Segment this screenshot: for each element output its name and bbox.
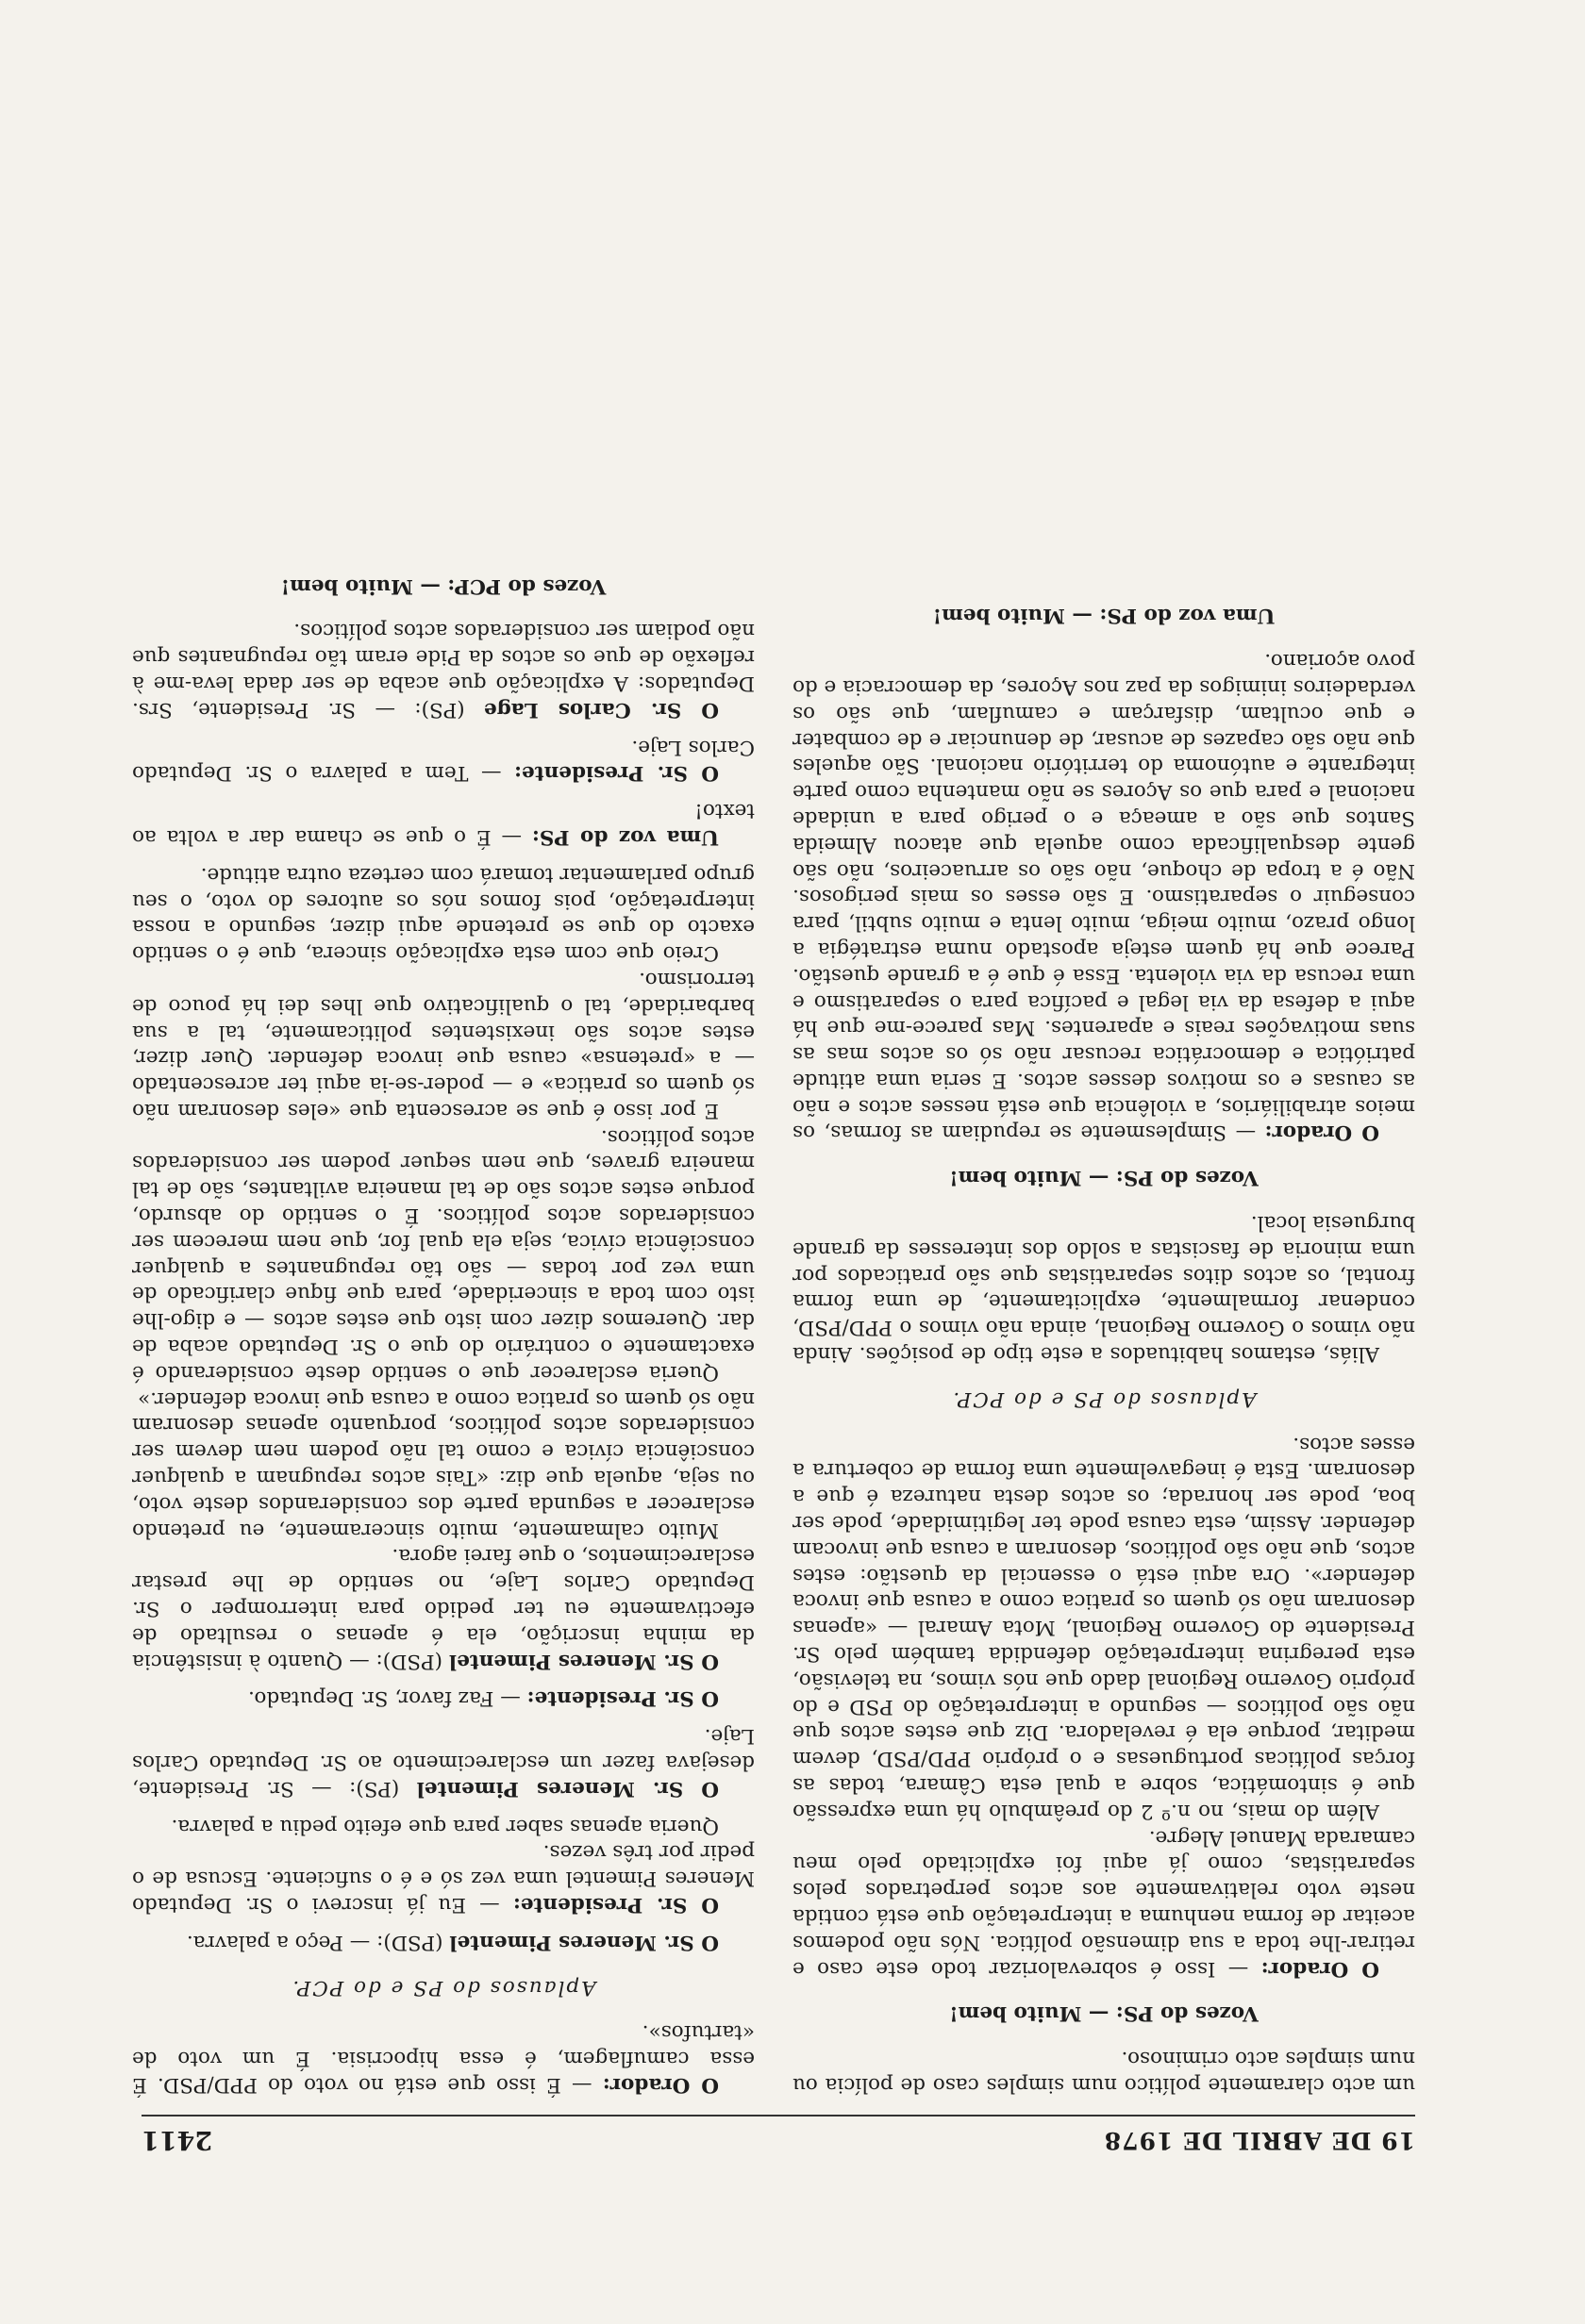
speaker-name: O Sr. Presidente: bbox=[526, 1686, 719, 1711]
speaker-name: O Orador: bbox=[1264, 1120, 1379, 1145]
paragraph: Aliás, estamos habituados a este tipo de posições. Ainda não vimos o Governo Regional, ainda não vimos o PPD/PSD, condenar formalmente, explicitamente, de uma forma frontal, os actos ditos separatistas que são praticados por uma minoria de fascistas a soldo dos interesses da grande burguesia local. bbox=[792, 1211, 1415, 1367]
interjection: Vozes do PS: — Muito bem! bbox=[949, 2001, 1259, 2026]
speaker-name: O Sr. Meneres Pimentel bbox=[449, 1930, 719, 1954]
paragraph bbox=[132, 797, 755, 850]
speech-text: — Isso é sobrevalorizar todo este caso e retirar-lhe toda a sua dimensão política. Nós não podemos aceitar de forma nenhuma a interpretação que está contida neste voto relativamente aos actos perpetrados pelos separatistas, como já aqui foi explicitado pelo meu camarada Manuel Alegre. bbox=[792, 1825, 1415, 1981]
speaker-name: O Sr. Presidente: bbox=[514, 761, 719, 786]
speaker-name: O Orador: bbox=[602, 2073, 719, 2097]
interjection: Vozes do PCP: — Muito bem! bbox=[280, 573, 607, 598]
applause-note: Aplausos do PS e do PCP. bbox=[291, 1975, 596, 2000]
speaker-name: O Sr. Presidente: bbox=[512, 1893, 719, 1917]
interjection: Uma voz do PS: — Muito bem! bbox=[932, 604, 1276, 628]
paragraph: um acto claramente político num simples caso de polícia ou num simples acto criminoso. bbox=[792, 2047, 1415, 2097]
paragraph: E por isso é que se acrescenta que «eles desonram não só quem os pratica» e — poder-se-ia aqui ter acrescentado — a «pretensa» causa que invoca defender. Quer dizer, estes actos são inexistentes politicamente, tal a sua barbaridade, tal o qualificativo que lhes dei há pouco de terrorismo. bbox=[132, 967, 755, 1122]
paragraph bbox=[132, 1722, 755, 1801]
left-column bbox=[792, 126, 1415, 2098]
header-date: 19 DE ABRIL DE 1978 bbox=[1103, 2127, 1415, 2154]
paragraph bbox=[132, 1839, 755, 1917]
speaker-name: O Sr. Carlos Lage bbox=[484, 697, 719, 722]
paragraph: Além do mais, no n.º 2 do preâmbulo há uma expressão que é sintomática, sobre a qual esta Câmara, todas as forças políticas portuguesas e o próprio PPD/PSD, devem meditar, porque ela é reveladora. Diz que estes actos que não são políticos — segundo a interpretação do PSD e do próprio Governo Regional dado que nós vimos, na televisão, esta peregrina interpretação defendida também pelo Sr. Presidente do Governo Regional, Mota Amaral — «apenas desonram não só quem os pratica como a causa que invoca defender». Ora aqui está o essencial da questão: estes actos, que não são políticos, desonram a causa que invocam defender. Assim, esta causa pode ter legitimidade, pode ser boa, pode ser honrada; os actos desta natureza é que a desonram. Esta é inegavelmente uma forma de cobertura a esses actos. bbox=[792, 1432, 1415, 1823]
page-header bbox=[142, 2115, 1415, 2154]
paragraph bbox=[132, 618, 755, 722]
paragraph bbox=[792, 1824, 1415, 1982]
speaker-name: O Sr. Meneres Pimentel bbox=[448, 1649, 719, 1673]
interjection: Vozes do PS: — Muito bem! bbox=[949, 1166, 1259, 1190]
speech-text: (PSD): — Peço a palavra. bbox=[186, 1930, 450, 1954]
paragraph bbox=[792, 647, 1415, 1145]
paragraph bbox=[132, 1929, 755, 1955]
speaker-name: Uma voz do PS: bbox=[531, 824, 719, 849]
applause-note: Aplausos do PS e do PCP. bbox=[951, 1386, 1257, 1411]
paragraph: Queria apenas saber para que efeito pediu a palavra. bbox=[171, 1814, 719, 1838]
paragraph bbox=[132, 1685, 755, 1712]
speech-text: (PSD): — Quanto à insistência da minha inscrição, ela é apenas o resultado de efectivamente eu ter pedido para interromper o Sr. Deputado Carlos Laje, no sentido de lhe prestar esclarecimentos, o que farei agora. bbox=[132, 1544, 755, 1673]
speaker-name: O Orador: bbox=[1260, 1956, 1379, 1981]
speech-text: — Tem a palavra o Sr. Deputado Carlos Laje. bbox=[132, 735, 755, 786]
speech-text: — Faz favor, Sr. Deputado. bbox=[248, 1686, 527, 1711]
speech-text: (PS): — Sr. Presidente, desejava fazer um esclarecimento ao Sr. Deputado Carlos Laje. bbox=[132, 1724, 755, 1801]
speech-text: — É isso que está no voto do PPD/PSD. É essa camuflagem, é essa hipocrisia. É um voto de «tartufos». bbox=[132, 2020, 755, 2097]
speech-text: (PS): — Sr. Presidente, Srs. Deputados: A explicação que acaba de ser dada leva-me à reflexão de que os actos da Pide eram tão repugnantes que não podiam ser considerados actos políticos. bbox=[132, 619, 755, 722]
right-column bbox=[132, 126, 755, 2098]
page-number: 2411 bbox=[142, 2125, 213, 2154]
paragraph bbox=[132, 2019, 755, 2098]
paragraph bbox=[132, 1543, 755, 1674]
speaker-name: O Sr. Meneres Pimentel bbox=[416, 1776, 719, 1801]
speech-text: — Simplesmente se repudiam as formas, os meios atrabiliários, a violência que está nesses actos e não as causas e os motivos desses actos. E seria uma atitude patriótica e democrática recusar não só os actos mas as suas motivações reais e aparentes. Mas parece-me que há aqui a defesa da via legal e pacífica para o separatismo e uma recusa da via violenta. Essa é que é a grande questão. Parece que há quem esteja apostado numa estratégia a longo prazo, muito meiga, muito lenta e muito subtil, para conseguir o separatismo. E são esses os mais perigosos. Não é a tropa de choque, não são os arruaceiros, não são gente desqualificada como aquela que atacou Almeida Santos que são a ameaça e o perigo para a unidade nacional e para que os Açores se não mantenha como parte integrante e autónoma do território nacional. São aqueles que não são capazes de acusar, de denunciar e de combater e que ocultam, disfarçam e camuflam, que são os verdadeiros inimigos da paz nos Açores, da democracia e do povo açoriano. bbox=[792, 649, 1415, 1145]
speech-text: — Eu já inscrevi o Sr. Deputado Meneres Pimentel uma vez só e é o suficiente. Escusa de o pedir por três vezes. bbox=[132, 1840, 755, 1917]
paragraph: Muito calmamente, muito sinceramente, eu pretendo esclarecer a segunda parte dos considerandos deste voto, ou seja, aquela que diz: «Tais actos repugnam a qualquer consciência cívica e como tal não podem nem devem ser considerados actos políticos, porquanto apenas desonram não só quem os pratica como a causa que invoca defender.» bbox=[132, 1386, 755, 1542]
paragraph: Queria esclarecer que o sentido deste considerando é exactamente o contrário do que o Sr. Deputado acaba de dar. Queremos dizer com isto que estes actos — e digo-lhe isto com toda a sinceridade, para que fique clarificado de uma vez por todas — são tão repugnantes a qualquer consciência cívica, seja ela qual for, que nem merecem ser considerados actos políticos. É o sentido do absurdo, porque estes actos são de tal maneira aviltantes, são de tal maneira graves, que nem sequer podem ser considerados actos políticos. bbox=[132, 1124, 755, 1385]
paragraph: Creio que com esta explicação sincera, que é o sentido exacto do que se pretende aqui dizer, segundo a nossa interpretação, pois fomos nós os autores do voto, o seu grupo parlamentar tomará com certeza outra atitude. bbox=[132, 862, 755, 966]
paragraph bbox=[132, 734, 755, 787]
speech-text: — É o que se chama dar a volta ao texto! bbox=[132, 799, 755, 849]
